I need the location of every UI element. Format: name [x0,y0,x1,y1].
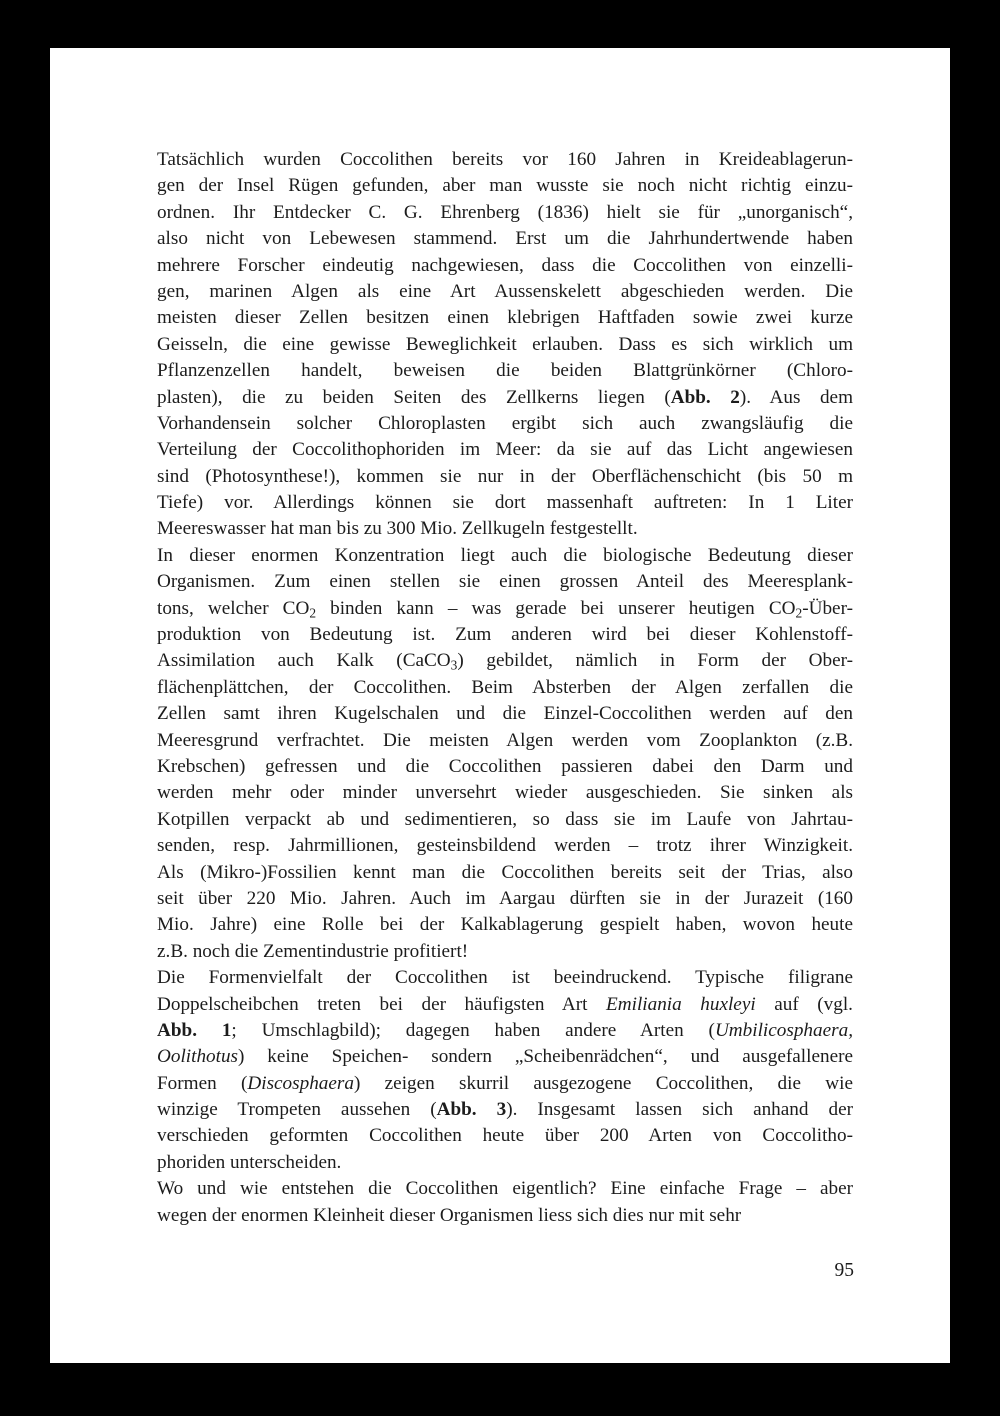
text-run: sind (Photosynthese!), kommen sie nur in der Oberflächenschicht (bis 50 m [157,465,853,487]
text-line [157,939,853,965]
text-run: meisten dieser Zellen besitzen einen klebrigen Haftfaden sowie zwei kurze [157,307,853,329]
text-run: Zellen samt ihren Kugelschalen und die Einzel-Coccolithen werden auf den [157,703,853,725]
text-run: Pflanzenzellen handelt, beweisen die beiden Blattgrünkörner (Chloro- [157,360,853,382]
page-number: 95 [834,1260,854,1281]
text-run: Organismen. Zum einen stellen sie einen grossen Anteil des Meeresplank- [157,571,853,593]
text-line [157,358,853,384]
text-line [157,992,853,1018]
text-line [157,728,853,754]
text-line [157,490,853,516]
text-line [157,305,853,331]
text-line [157,807,853,833]
figure-reference: Abb. 2 [670,386,740,408]
figure-reference: Abb. 3 [436,1099,507,1121]
text-run: Tiefe) vor. Allerdings können sie dort massenhaft auftreten: In 1 Liter [157,492,853,514]
text-run: Mio. Jahre) eine Rolle bei der Kalkablagerung gespielt haben, wovon heute [157,914,853,936]
text-line [157,833,853,859]
text-run: ordnen. Ihr Entdecker C. G. Ehrenberg (1836) hielt sie für „unorganisch“, [157,201,853,223]
text-line [157,147,853,173]
text-line [157,411,853,437]
text-line [157,1176,853,1202]
text-run: z.B. noch die Zementindustrie profitiert! [157,940,469,962]
text-line [157,754,853,780]
subscript: 3 [450,657,458,673]
text-run: Formen ( [157,1072,248,1094]
text-run: gen, marinen Algen als eine Art Aussenskelett abgeschieden werden. Die [157,280,853,302]
text-run: -Über- [802,597,853,619]
text-line [157,464,853,490]
text-run: produktion von Bedeutung ist. Zum anderen wird bei dieser Kohlenstoff- [157,624,853,646]
text-line [157,543,853,569]
text-run: ) zeigen skurril ausgezogene Coccolithen, die wie [353,1072,853,1094]
text-run: ). Insgesamt lassen sich anhand der [506,1099,853,1121]
text-line [157,1071,853,1097]
body-text [157,147,853,1229]
text-line [157,886,853,912]
text-run: phoriden unterscheiden. [157,1151,342,1173]
text-line [157,596,853,622]
text-run: ; Umschlagbild); dagegen haben andere Arten ( [231,1019,715,1041]
text-run: Verteilung der Coccolithophoriden im Meer: da sie auf das Licht angewiesen [157,439,853,461]
text-run: mehrere Forscher eindeutig nachgewiesen, dass die Coccolithen von einzelli- [157,254,853,276]
text-run: Geisseln, die eine gewisse Beweglichkeit erlauben. Dass es sich wirklich um [157,333,853,355]
species-name: Umbilicosphaera, [714,1019,853,1041]
species-name: Discosphaera [247,1072,354,1094]
subscript: 2 [795,605,803,620]
text-run: Assimilation auch Kalk (CaCO [157,650,451,672]
subscript: 2 [309,605,317,620]
text-run: ). Aus dem [739,386,853,408]
text-run: Meereswasser hat man bis zu 300 Mio. Zellkugeln festgestellt. [157,518,638,540]
text-run: plasten), die zu beiden Seiten des Zellkerns liegen ( [157,386,671,408]
text-run: tons, welcher CO [157,597,310,619]
text-run: Wo und wie entstehen die Coccolithen eigentlich? Eine einfache Frage – aber [157,1178,853,1200]
text-line [157,437,853,463]
text-line [157,860,853,886]
text-run: Tatsächlich wurden Coccolithen bereits vor 160 Jahren in Kreideablagerun- [157,149,853,170]
text-line [157,385,853,411]
text-line [157,516,853,542]
text-run: Krebschen) gefressen und die Coccolithen passieren dabei den Darm und [157,755,853,777]
text-line [157,279,853,305]
text-line [157,1018,853,1044]
text-run: Als (Mikro-)Fossilien kennt man die Coccolithen bereits seit der Trias, also [157,861,853,883]
text-line [157,200,853,226]
text-line [157,675,853,701]
text-line [157,701,853,727]
text-line [157,1150,853,1176]
text-run: ) gebildet, nämlich in Form der Ober- [457,650,853,672]
text-run: binden kann – was gerade bei unserer heutigen CO [316,597,796,619]
text-run: ) keine Speichen- sondern „Scheibenrädchen“, und ausgefallenere [238,1046,853,1068]
text-run: werden mehr oder minder unversehrt wieder ausgeschieden. Sie sinken als [157,782,853,804]
text-run: flächenplättchen, der Coccolithen. Beim Absterben der Algen zerfallen die [157,676,853,698]
text-line [157,226,853,252]
text-run: Kotpillen verpackt ab und sedimentieren, so dass sie im Laufe von Jahrtau- [157,808,853,830]
text-run: winzige Trompeten aussehen ( [157,1099,437,1121]
species-name: Oolithotus [157,1046,239,1068]
text-run: seit über 220 Mio. Jahren. Auch im Aargau dürften sie in der Jurazeit (160 [157,887,853,909]
text-line [157,332,853,358]
text-line [157,622,853,648]
text-run: Meeresgrund verfrachtet. Die meisten Algen werden vom Zooplankton (z.B. [157,729,853,751]
text-line [157,253,853,279]
text-line [157,569,853,595]
text-line [157,173,853,199]
text-run: auf (vgl. [755,993,853,1015]
text-line [157,648,853,674]
text-line [157,1123,853,1149]
text-line [157,965,853,991]
text-line [157,780,853,806]
text-run: wegen der enormen Kleinheit dieser Organismen liess sich dies nur mit sehr [157,1204,742,1226]
text-line [157,1097,853,1123]
text-run: senden, resp. Jahrmillionen, gesteinsbildend werden – trotz ihrer Winzigkeit. [157,835,853,857]
text-line [157,1044,853,1070]
text-run: Vorhandensein solcher Chloroplasten ergibt sich auch zwangsläufig die [157,412,853,434]
text-run: Doppelscheibchen treten bei der häufigsten Art [157,993,607,1015]
text-run: verschieden geformten Coccolithen heute über 200 Arten von Coccolitho- [157,1125,853,1147]
species-name: Emiliania huxleyi [606,993,756,1015]
text-run: In dieser enormen Konzentration liegt auch die biologische Bedeutung dieser [157,544,853,566]
figure-reference: Abb. 1 [157,1019,232,1041]
document-page [50,48,950,1363]
text-line [157,1203,853,1229]
text-run: also nicht von Lebewesen stammend. Erst um die Jahrhundertwende haben [157,228,853,250]
text-run: Die Formenvielfalt der Coccolithen ist beeindruckend. Typische filigrane [157,967,853,989]
text-line [157,912,853,938]
text-run: gen der Insel Rügen gefunden, aber man wusste sie noch nicht richtig einzu- [157,175,853,197]
